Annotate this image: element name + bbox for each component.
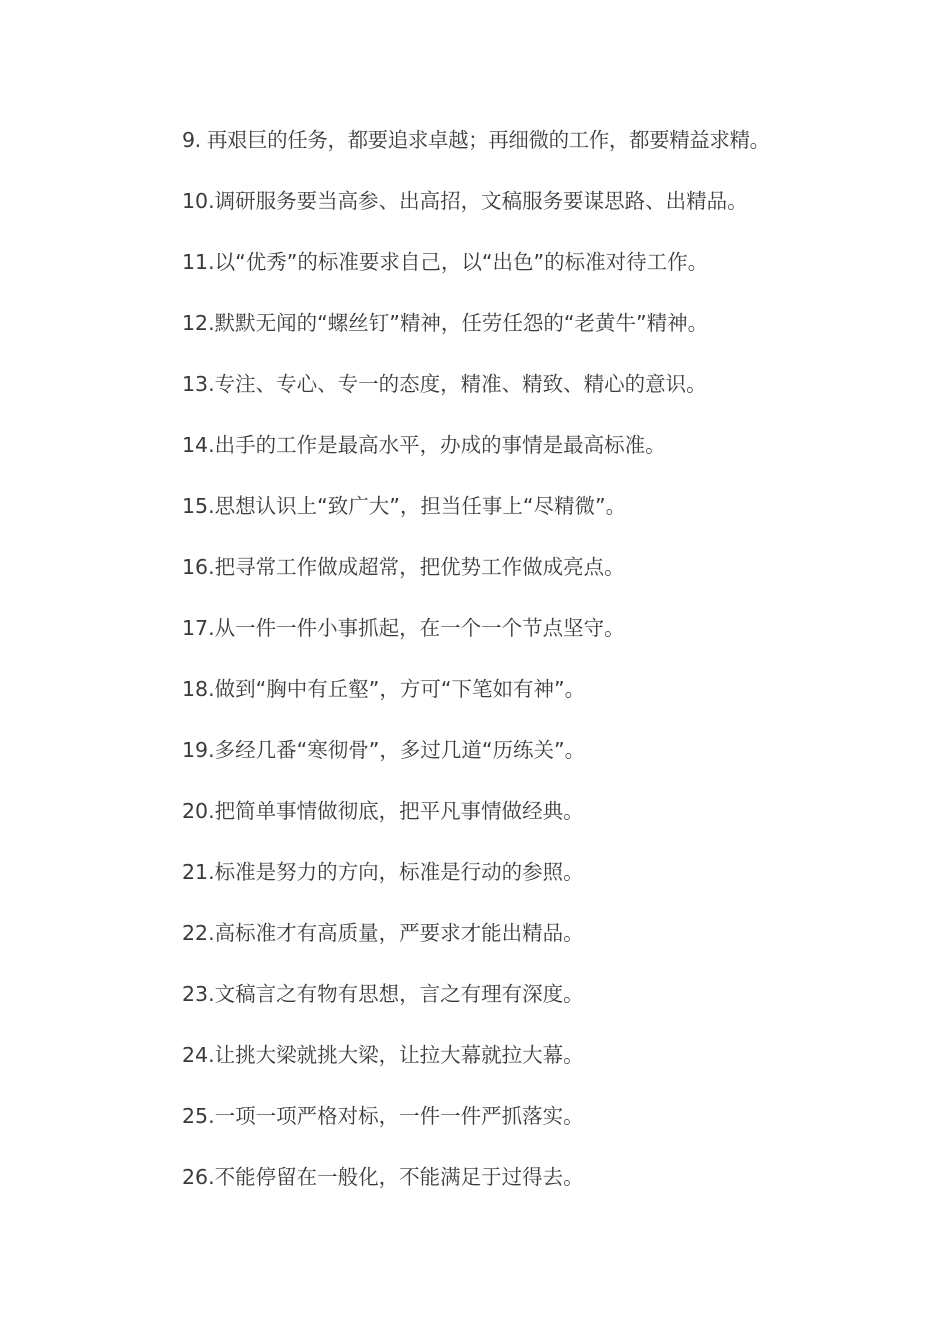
list-item: 22.高标准才有高质量，严要求才能出精品。 <box>182 921 584 945</box>
list-item: 21.标准是努力的方向，标准是行动的参照。 <box>182 860 584 884</box>
list-item: 16.把寻常工作做成超常，把优势工作做成亮点。 <box>182 555 625 579</box>
list-item: 26.不能停留在一般化，不能满足于过得去。 <box>182 1165 584 1189</box>
list-item: 24.让挑大梁就挑大梁，让拉大幕就拉大幕。 <box>182 1043 584 1067</box>
list-item: 14.出手的工作是最高水平，办成的事情是最高标准。 <box>182 433 666 457</box>
list-item: 10.调研服务要当高参、出高招，文稿服务要谋思路、出精品。 <box>182 189 748 213</box>
list-item: 23.文稿言之有物有思想，言之有理有深度。 <box>182 982 584 1006</box>
list-item: 25.一项一项严格对标，一件一件严抓落实。 <box>182 1104 584 1128</box>
list-item: 17.从一件一件小事抓起，在一个一个节点坚守。 <box>182 616 625 640</box>
list-item: 13.专注、专心、专一的态度，精准、精致、精心的意识。 <box>182 372 707 396</box>
list-item: 11.以“优秀”的标准要求自己，以“出色”的标准对待工作。 <box>182 250 709 274</box>
numbered-list <box>182 122 922 1220</box>
list-item: 18.做到“胸中有丘壑”，方可“下笔如有神”。 <box>182 677 586 701</box>
list-item: 12.默默无闻的“螺丝钉”精神，任劳任怨的“老黄牛”精神。 <box>182 311 709 335</box>
list-item: 20.把简单事情做彻底，把平凡事情做经典。 <box>182 799 584 823</box>
list-item: 19.多经几番“寒彻骨”，多过几道“历练关”。 <box>182 738 586 762</box>
list-item: 15.思想认识上“致广大”，担当任事上“尽精微”。 <box>182 494 627 518</box>
list-item: 9. 再艰巨的任务，都要追求卓越；再细微的工作，都要精益求精。 <box>182 128 770 152</box>
